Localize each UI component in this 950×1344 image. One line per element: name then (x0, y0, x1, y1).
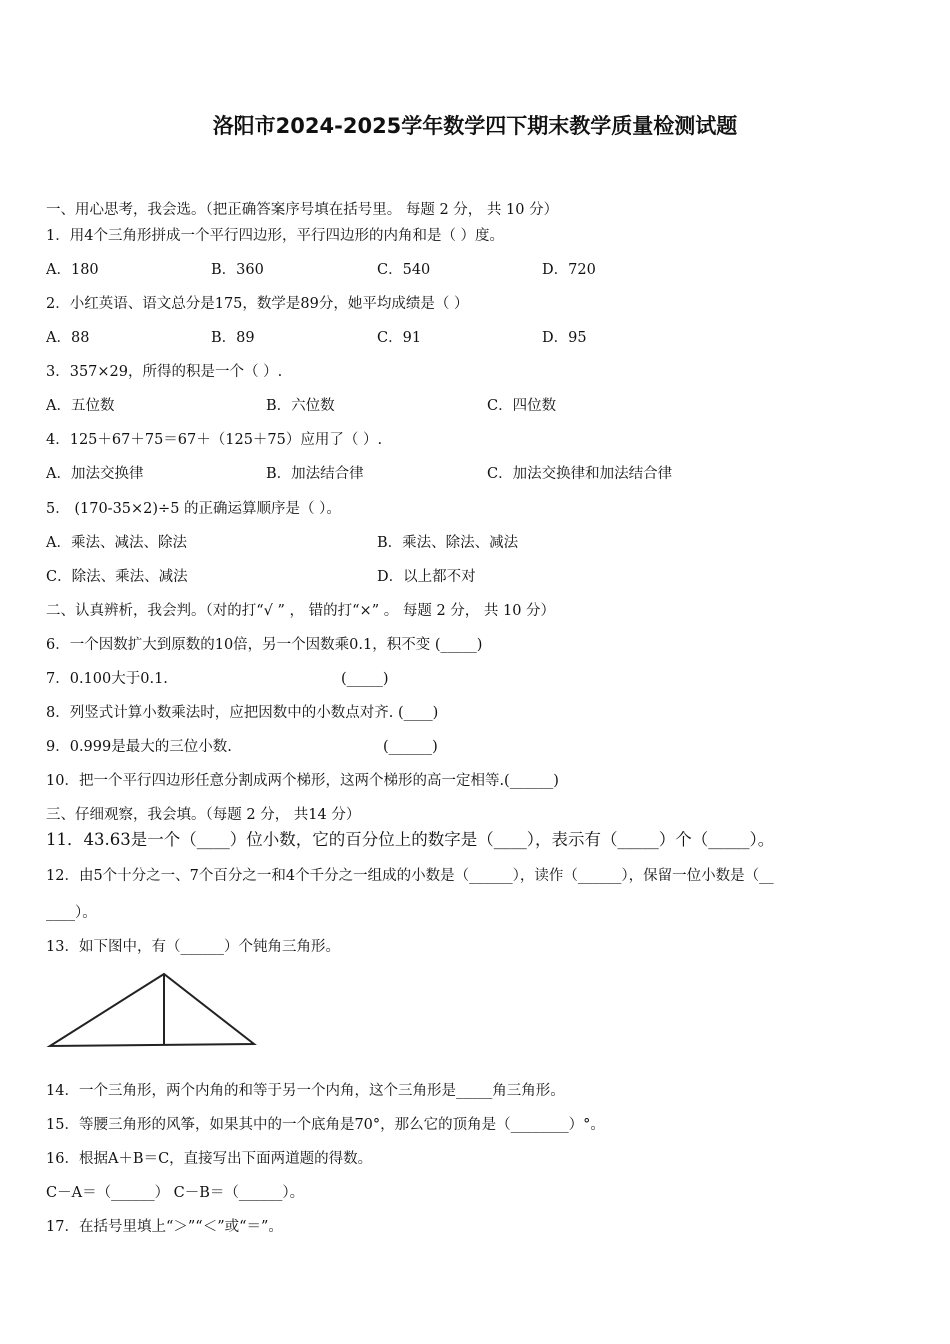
question-14: 14．一个三角形，两个内角的和等于另一个内角，这个三角形是_____角三角形。 (46, 1083, 565, 1099)
section-heading-3: 三、仔细观察，我会填。（每题 2 分， 共14 分） (46, 807, 361, 823)
q1-option-c: C．540 (377, 262, 431, 278)
q5-option-d: D．以上都不对 (377, 569, 476, 585)
question-7-blank: (_____) (341, 671, 389, 687)
q3-option-a: A．五位数 (46, 398, 115, 414)
q5-option-b: B．乘法、除法、减法 (377, 535, 519, 551)
question-17: 17．在括号里填上“＞”“＜”或“＝”。 (46, 1219, 283, 1235)
q1-option-d: D．720 (542, 262, 596, 278)
question-5: 5． (170-35×2)÷5 的正确运算顺序是（ ）。 (46, 501, 341, 517)
q4-option-c: C．加法交换律和加法结合律 (487, 466, 673, 482)
question-12: 12．由5个十分之一、7个百分之一和4个千分之一组成的小数是（______），读作（______），保留一位小数是（__ (46, 868, 774, 884)
q3-option-c: C．四位数 (487, 398, 557, 414)
q2-option-d: D．95 (542, 330, 587, 346)
question-4: 4．125＋67＋75＝67＋（125＋75）应用了（ ）. (46, 432, 383, 448)
q2-option-a: A．88 (46, 330, 90, 346)
question-7: 7．0.100大于0.1. (46, 671, 168, 687)
q2-option-b: B．89 (211, 330, 255, 346)
question-16: 16．根据A＋B＝C，直接写出下面两道题的得数。 (46, 1151, 373, 1167)
q3-option-b: B．六位数 (266, 398, 335, 414)
question-6: 6．一个因数扩大到原数的10倍，另一个因数乘0.1，积不变 (_____) (46, 637, 483, 653)
page-title: 洛阳市2024-2025学年数学四下期末教学质量检测试题 (212, 114, 738, 138)
q2-option-c: C．91 (377, 330, 422, 346)
question-16-answers: C－A＝（______） C－B＝（______）。 (46, 1185, 305, 1201)
question-3: 3．357×29，所得的积是一个（ ）. (46, 364, 283, 380)
question-9: 9．0.999是最大的三位小数. (46, 739, 232, 755)
outer-triangle (50, 974, 254, 1046)
question-2: 2．小红英语、语文总分是175，数学是89分，她平均成绩是（ ） (46, 296, 469, 312)
question-12-continued: ____）。 (46, 905, 97, 921)
question-10: 10．把一个平行四边形任意分割成两个梯形，这两个梯形的高一定相等.(______) (46, 773, 559, 789)
q1-option-a: A．180 (46, 262, 99, 278)
triangle-figure (46, 968, 266, 1054)
question-8: 8．列竖式计算小数乘法时，应把因数中的小数点对齐. (____) (46, 705, 439, 721)
section-heading-2: 二、认真辨析，我会判。（对的打“√ ” ， 错的打“×” 。 每题 2 分， 共 10 分） (46, 603, 556, 619)
q4-option-b: B．加法结合律 (266, 466, 364, 482)
question-15: 15．等腰三角形的风筝，如果其中的一个底角是70°，那么它的顶角是（________）°。 (46, 1117, 605, 1133)
question-11: 11．43.63是一个（____）位小数，它的百分位上的数字是（____），表示有（_____）个（_____）。 (46, 830, 775, 849)
question-13: 13．如下图中，有（______）个钝角三角形。 (46, 939, 340, 955)
q4-option-a: A．加法交换律 (46, 466, 144, 482)
q5-option-a: A．乘法、减法、除法 (46, 535, 187, 551)
q1-option-b: B．360 (211, 262, 264, 278)
question-1: 1．用4个三角形拼成一个平行四边形，平行四边形的内角和是（ ）度。 (46, 228, 505, 244)
q5-option-c: C．除法、乘法、减法 (46, 569, 188, 585)
section-heading-1: 一、用心思考，我会选。（把正确答案序号填在括号里。 每题 2 分， 共 10 分） (46, 202, 559, 218)
question-9-blank: (______) (383, 739, 438, 755)
